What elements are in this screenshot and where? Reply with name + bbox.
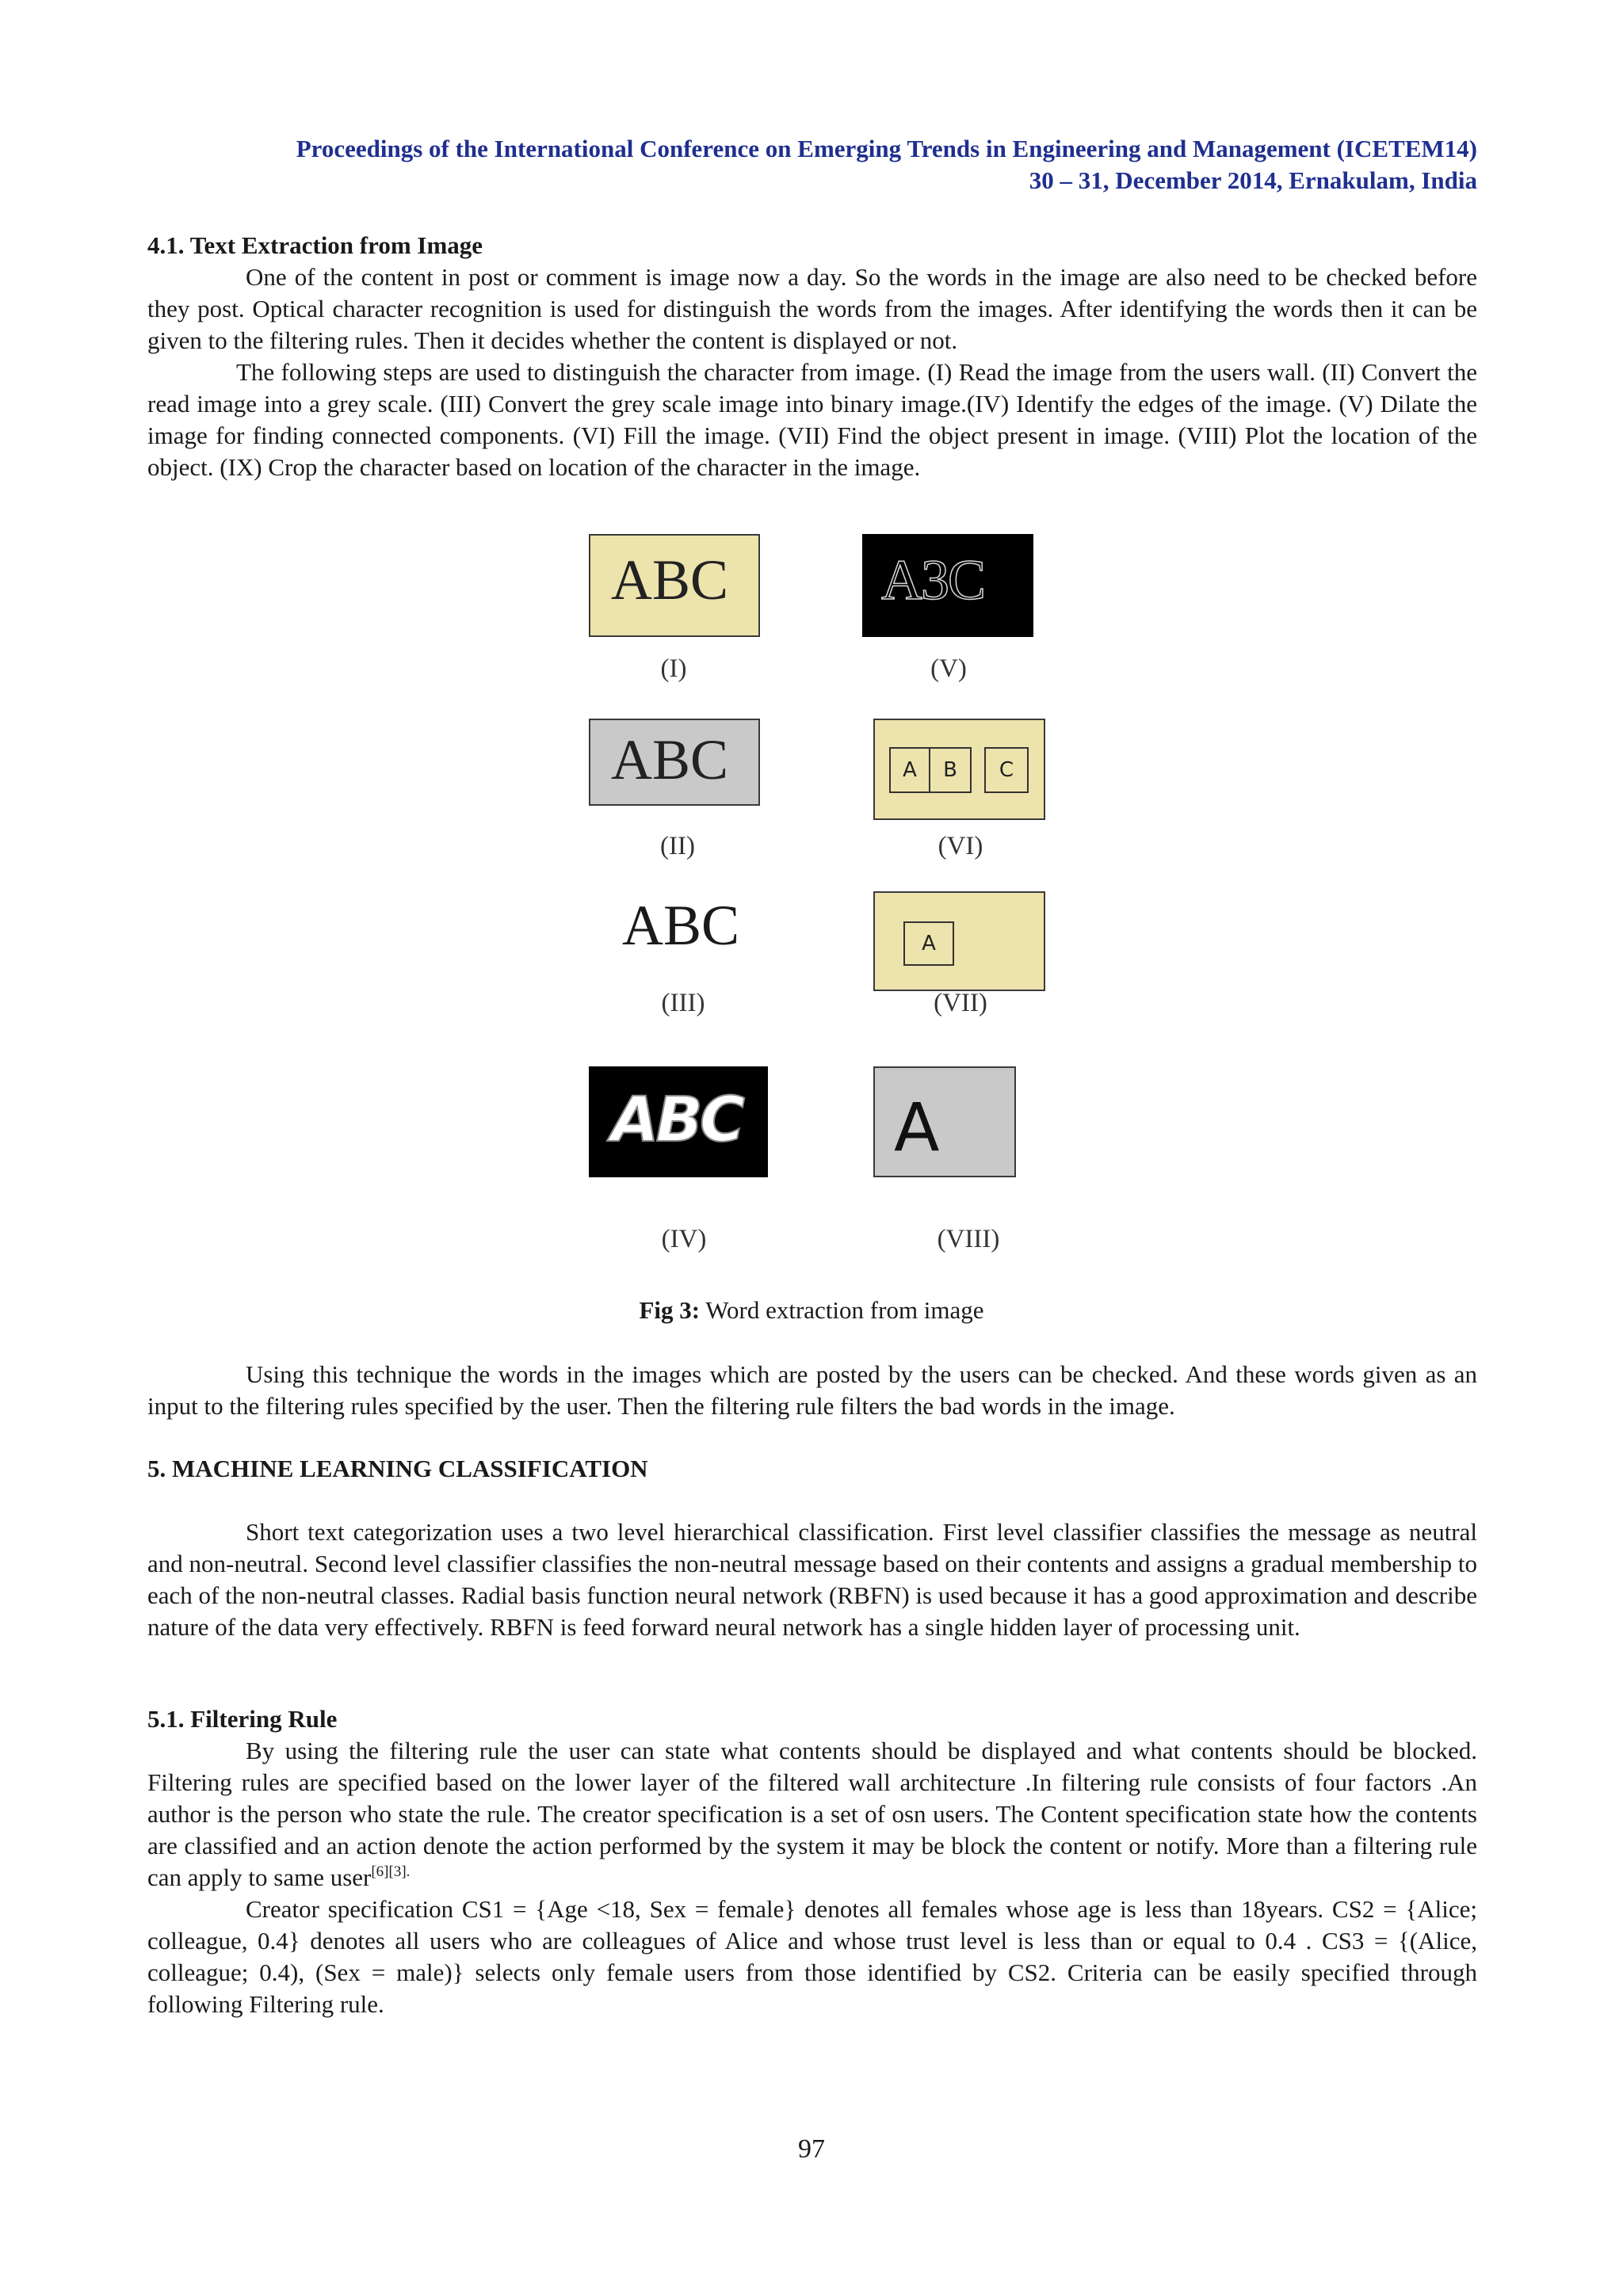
header-line-2: 30 – 31, December 2014, Ernakulam, India: [1029, 166, 1477, 194]
panel-object-image: [873, 891, 1045, 991]
char-box-c: C: [984, 747, 1029, 793]
char-box-a: A: [889, 747, 930, 793]
panel-label: (V): [930, 654, 967, 683]
section-5-1-body: [147, 1735, 1477, 2020]
section-5-body: [147, 1516, 1477, 1643]
panel-label: (I): [660, 654, 687, 683]
figure-caption: [0, 1296, 1623, 1325]
section-4-1-heading: 4.1. Text Extraction from Image: [147, 231, 483, 259]
paragraph: Short text categorization uses a two level hierarchical classification. First level classifier classifies the message as neutral and non-neutral. Second level classifier classifies the non-neutral message based on their contents and assigns a gradual membership to each of the non-neutral classes. Radial basis function neural network (RBFN) is used because it has a good approximation and describe nature of the data very effectively. RBFN is feed forward neural network has a single hidden layer of processing unit.: [147, 1518, 1477, 1641]
paragraph: One of the content in post or comment is image now a day. So the words in the image are also need to be checked before they post. Optical character recognition is used for distinguish the words from the images. After identifying the words then it can be given to the filtering rules. Then it decides whether the content is displayed or not.: [147, 263, 1477, 354]
paragraph: Creator specification CS1 = {Age <18, Sex = female} denotes all females whose age is less than 18years. CS2 = {Alice; colleague, 0.4} denotes all users who are colleagues of Alice and whose trust level is less than or equal to 0.4 . CS3 = {(Alice, colleague; 0.4), (Sex = male)} selects only female users from those identified by CS2. Criteria can be easily specified through following Filtering rule.: [147, 1895, 1477, 2018]
paragraph-text: By using the filtering rule the user can state what contents should be displayed and what contents should be blocked. Filtering rules are specified based on the lower layer of the filtered wall architecture .In filtering rule consists of four factors .An author is the person who state the rule. The creator specification is a set of osn users. The Content specification state how the contents are classified and an action denote the action performed by the system it may be block the content or notify. More than a filtering rule can apply to same user: [147, 1737, 1477, 1891]
panel-text: ABC: [611, 1085, 743, 1156]
char-box-b: B: [929, 747, 972, 793]
figure-caption-label: Fig 3:: [639, 1296, 701, 1324]
citation: [6][3].: [371, 1863, 411, 1880]
paragraph: [147, 1735, 1477, 1894]
conference-header: [147, 133, 1477, 196]
after-figure-body: [147, 1359, 1477, 1422]
section-5-1-heading: 5.1. Filtering Rule: [147, 1705, 338, 1733]
panel-dilated-image: [862, 534, 1033, 637]
figure-caption-text: Word extraction from image: [700, 1296, 984, 1324]
page-number: 97: [798, 2134, 825, 2164]
paragraph: Using this technique the words in the images which are posted by the users can be checked. And these words given as an input to the filtering rules specified by the user. Then the filtering rule filters the bad words in the image.: [147, 1360, 1477, 1420]
section-4-1-body: [147, 261, 1477, 483]
panel-filled-image: [873, 719, 1045, 820]
panel-text: A3C: [881, 548, 985, 612]
panel-label: (III): [661, 989, 705, 1017]
panel-original-image: [589, 534, 760, 637]
panel-label: (IV): [661, 1225, 707, 1253]
panel-text: ABC: [611, 728, 729, 791]
panel-label: (II): [660, 832, 695, 860]
char-box-a: A: [903, 921, 954, 966]
panel-text: ABC: [611, 548, 729, 612]
panel-greyscale-image: [589, 719, 760, 806]
panel-text: ABC: [622, 894, 740, 957]
panel-edge-image: [589, 1066, 768, 1177]
panel-label: (VII): [934, 989, 987, 1017]
panel-text: A: [894, 1089, 940, 1166]
panel-label: (VIII): [937, 1225, 1000, 1253]
header-line-1: Proceedings of the International Conference on Emerging Trends in Engineering and Management (ICETEM14): [296, 135, 1477, 162]
panel-binary-image: [589, 886, 760, 965]
panel-label: (VI): [938, 832, 983, 860]
panel-cropped-character: [873, 1066, 1016, 1177]
paragraph: The following steps are used to distinguish the character from image. (I) Read the image from the users wall. (II) Convert the read image into a grey scale. (III) Convert the grey scale image into binary image.(IV) Identify the edges of the image. (V) Dilate the image for finding connected components. (VI) Fill the image. (VII) Find the object present in image. (VIII) Plot the location of the object. (IX) Crop the character based on location of the character in the image.: [147, 358, 1477, 481]
section-5-heading: 5. MACHINE LEARNING CLASSIFICATION: [147, 1455, 648, 1482]
